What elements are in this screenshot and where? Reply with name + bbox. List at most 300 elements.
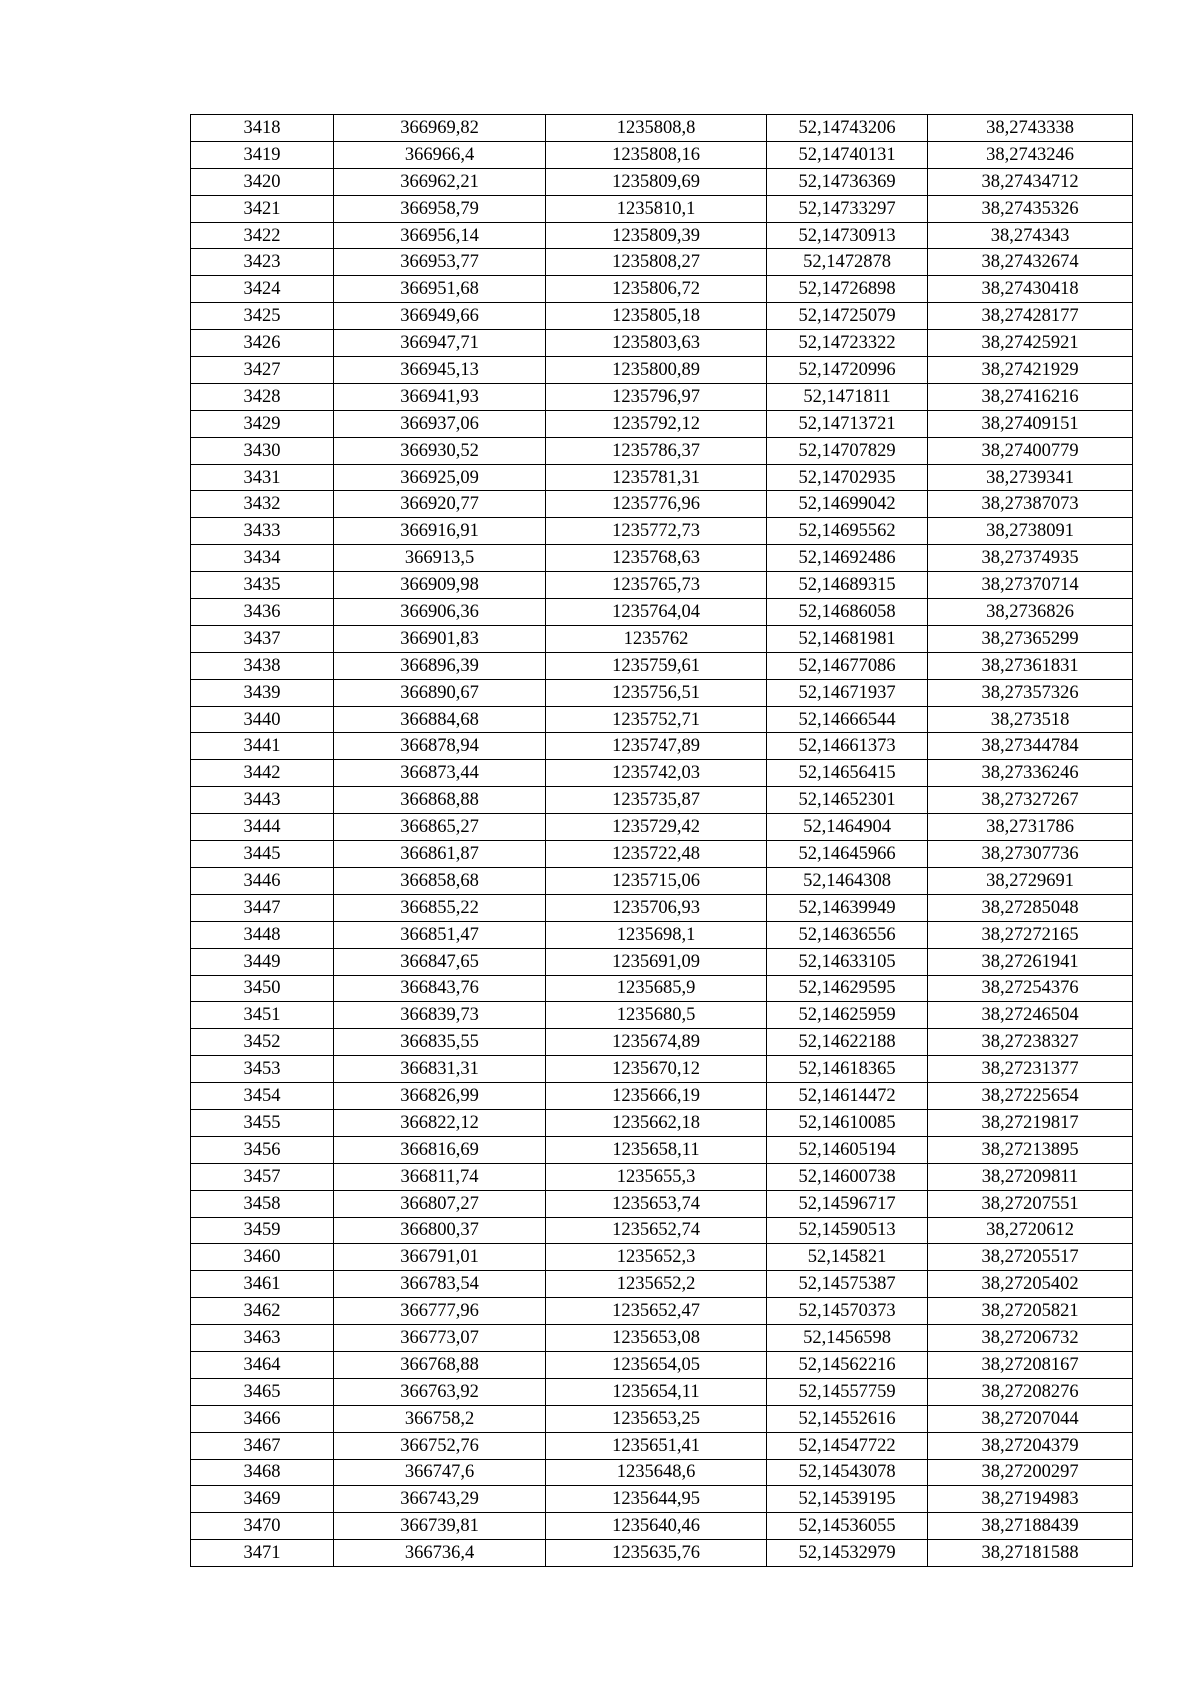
x-coordinate-cell: 366925,09 [334,464,546,491]
x-coordinate-cell: 366873,44 [334,760,546,787]
y-coordinate-cell: 1235652,47 [546,1298,767,1325]
y-coordinate-cell: 1235691,09 [546,948,767,975]
longitude-cell: 38,2729691 [928,867,1133,894]
longitude-cell: 38,27344784 [928,733,1133,760]
point-number-cell: 3460 [191,1244,334,1271]
y-coordinate-cell: 1235759,61 [546,652,767,679]
latitude-cell: 52,14725079 [767,303,928,330]
longitude-cell: 38,2743338 [928,115,1133,142]
longitude-cell: 38,27307736 [928,841,1133,868]
longitude-cell: 38,27409151 [928,410,1133,437]
y-coordinate-cell: 1235653,08 [546,1325,767,1352]
table-row [191,464,1133,491]
longitude-cell: 38,27361831 [928,652,1133,679]
y-coordinate-cell: 1235810,1 [546,195,767,222]
y-coordinate-cell: 1235658,11 [546,1136,767,1163]
x-coordinate-cell: 366768,88 [334,1351,546,1378]
longitude-cell: 38,2743246 [928,141,1133,168]
table-row [191,1459,1133,1486]
y-coordinate-cell: 1235792,12 [546,410,767,437]
point-number-cell: 3467 [191,1432,334,1459]
y-coordinate-cell: 1235765,73 [546,572,767,599]
point-number-cell: 3465 [191,1378,334,1405]
table-row [191,814,1133,841]
y-coordinate-cell: 1235654,11 [546,1378,767,1405]
y-coordinate-cell: 1235786,37 [546,437,767,464]
table-row [191,679,1133,706]
x-coordinate-cell: 366884,68 [334,706,546,733]
table-row [191,1029,1133,1056]
x-coordinate-cell: 366773,07 [334,1325,546,1352]
x-coordinate-cell: 366843,76 [334,975,546,1002]
y-coordinate-cell: 1235729,42 [546,814,767,841]
y-coordinate-cell: 1235735,87 [546,787,767,814]
x-coordinate-cell: 366736,4 [334,1540,546,1567]
table-row [191,383,1133,410]
table-row [191,760,1133,787]
x-coordinate-cell: 366969,82 [334,115,546,142]
x-coordinate-cell: 366851,47 [334,921,546,948]
y-coordinate-cell: 1235808,8 [546,115,767,142]
point-number-cell: 3454 [191,1083,334,1110]
table-row [191,518,1133,545]
latitude-cell: 52,14639949 [767,894,928,921]
latitude-cell: 52,14723322 [767,330,928,357]
latitude-cell: 52,14736369 [767,168,928,195]
point-number-cell: 3437 [191,625,334,652]
y-coordinate-cell: 1235809,69 [546,168,767,195]
table-row [191,706,1133,733]
latitude-cell: 52,14552616 [767,1405,928,1432]
table-row [191,1136,1133,1163]
x-coordinate-cell: 366847,65 [334,948,546,975]
table-row [191,599,1133,626]
x-coordinate-cell: 366930,52 [334,437,546,464]
latitude-cell: 52,14596717 [767,1190,928,1217]
point-number-cell: 3444 [191,814,334,841]
longitude-cell: 38,27336246 [928,760,1133,787]
longitude-cell: 38,27188439 [928,1513,1133,1540]
point-number-cell: 3428 [191,383,334,410]
longitude-cell: 38,2738091 [928,518,1133,545]
x-coordinate-cell: 366916,91 [334,518,546,545]
y-coordinate-cell: 1235800,89 [546,357,767,384]
point-number-cell: 3451 [191,1002,334,1029]
table-row [191,867,1133,894]
y-coordinate-cell: 1235706,93 [546,894,767,921]
table-row [191,1002,1133,1029]
y-coordinate-cell: 1235747,89 [546,733,767,760]
x-coordinate-cell: 366858,68 [334,867,546,894]
latitude-cell: 52,14692486 [767,545,928,572]
longitude-cell: 38,27272165 [928,921,1133,948]
table-row [191,168,1133,195]
y-coordinate-cell: 1235666,19 [546,1083,767,1110]
x-coordinate-cell: 366763,92 [334,1378,546,1405]
point-number-cell: 3431 [191,464,334,491]
x-coordinate-cell: 366945,13 [334,357,546,384]
point-number-cell: 3418 [191,115,334,142]
longitude-cell: 38,27225654 [928,1083,1133,1110]
latitude-cell: 52,14629595 [767,975,928,1002]
latitude-cell: 52,14575387 [767,1271,928,1298]
point-number-cell: 3433 [191,518,334,545]
x-coordinate-cell: 366861,87 [334,841,546,868]
latitude-cell: 52,14614472 [767,1083,928,1110]
y-coordinate-cell: 1235715,06 [546,867,767,894]
y-coordinate-cell: 1235768,63 [546,545,767,572]
y-coordinate-cell: 1235644,95 [546,1486,767,1513]
longitude-cell: 38,27370714 [928,572,1133,599]
y-coordinate-cell: 1235803,63 [546,330,767,357]
point-number-cell: 3423 [191,249,334,276]
y-coordinate-cell: 1235722,48 [546,841,767,868]
latitude-cell: 52,14652301 [767,787,928,814]
point-number-cell: 3419 [191,141,334,168]
latitude-cell: 52,14618365 [767,1056,928,1083]
table-row [191,1217,1133,1244]
point-number-cell: 3450 [191,975,334,1002]
x-coordinate-cell: 366807,27 [334,1190,546,1217]
latitude-cell: 52,14686058 [767,599,928,626]
x-coordinate-cell: 366800,37 [334,1217,546,1244]
latitude-cell: 52,14677086 [767,652,928,679]
table-row [191,1325,1133,1352]
longitude-cell: 38,27428177 [928,303,1133,330]
x-coordinate-cell: 366913,5 [334,545,546,572]
table-row [191,841,1133,868]
x-coordinate-cell: 366953,77 [334,249,546,276]
point-number-cell: 3430 [191,437,334,464]
longitude-cell: 38,27285048 [928,894,1133,921]
longitude-cell: 38,27207551 [928,1190,1133,1217]
point-number-cell: 3471 [191,1540,334,1567]
x-coordinate-cell: 366835,55 [334,1029,546,1056]
longitude-cell: 38,27357326 [928,679,1133,706]
point-number-cell: 3434 [191,545,334,572]
table-row [191,410,1133,437]
x-coordinate-cell: 366811,74 [334,1163,546,1190]
latitude-cell: 52,14713721 [767,410,928,437]
y-coordinate-cell: 1235652,3 [546,1244,767,1271]
x-coordinate-cell: 366839,73 [334,1002,546,1029]
y-coordinate-cell: 1235640,46 [546,1513,767,1540]
point-number-cell: 3468 [191,1459,334,1486]
table-row [191,330,1133,357]
latitude-cell: 52,145821 [767,1244,928,1271]
coordinates-table-body [191,115,1133,1567]
x-coordinate-cell: 366962,21 [334,168,546,195]
table-row [191,491,1133,518]
y-coordinate-cell: 1235756,51 [546,679,767,706]
y-coordinate-cell: 1235674,89 [546,1029,767,1056]
x-coordinate-cell: 366966,4 [334,141,546,168]
table-row [191,1486,1133,1513]
table-row [191,921,1133,948]
point-number-cell: 3436 [191,599,334,626]
point-number-cell: 3461 [191,1271,334,1298]
latitude-cell: 52,14656415 [767,760,928,787]
point-number-cell: 3426 [191,330,334,357]
table-row [191,1540,1133,1567]
longitude-cell: 38,27421929 [928,357,1133,384]
longitude-cell: 38,273518 [928,706,1133,733]
latitude-cell: 52,14605194 [767,1136,928,1163]
point-number-cell: 3439 [191,679,334,706]
point-number-cell: 3432 [191,491,334,518]
latitude-cell: 52,14539195 [767,1486,928,1513]
latitude-cell: 52,14610085 [767,1109,928,1136]
latitude-cell: 52,1464308 [767,867,928,894]
latitude-cell: 52,14707829 [767,437,928,464]
longitude-cell: 38,27209811 [928,1163,1133,1190]
x-coordinate-cell: 366956,14 [334,222,546,249]
point-number-cell: 3469 [191,1486,334,1513]
latitude-cell: 52,14557759 [767,1378,928,1405]
point-number-cell: 3452 [191,1029,334,1056]
longitude-cell: 38,27208276 [928,1378,1133,1405]
longitude-cell: 38,27219817 [928,1109,1133,1136]
x-coordinate-cell: 366822,12 [334,1109,546,1136]
table-row [191,1083,1133,1110]
y-coordinate-cell: 1235805,18 [546,303,767,330]
longitude-cell: 38,27374935 [928,545,1133,572]
latitude-cell: 52,14600738 [767,1163,928,1190]
x-coordinate-cell: 366949,66 [334,303,546,330]
longitude-cell: 38,27205402 [928,1271,1133,1298]
latitude-cell: 52,14695562 [767,518,928,545]
longitude-cell: 38,27425921 [928,330,1133,357]
longitude-cell: 38,27205517 [928,1244,1133,1271]
x-coordinate-cell: 366958,79 [334,195,546,222]
latitude-cell: 52,14622188 [767,1029,928,1056]
longitude-cell: 38,27416216 [928,383,1133,410]
x-coordinate-cell: 366831,31 [334,1056,546,1083]
table-row [191,276,1133,303]
x-coordinate-cell: 366890,67 [334,679,546,706]
longitude-cell: 38,27206732 [928,1325,1133,1352]
longitude-cell: 38,2736826 [928,599,1133,626]
point-number-cell: 3459 [191,1217,334,1244]
coordinates-table [190,114,1133,1567]
point-number-cell: 3425 [191,303,334,330]
table-row [191,303,1133,330]
longitude-cell: 38,27435326 [928,195,1133,222]
point-number-cell: 3445 [191,841,334,868]
point-number-cell: 3429 [191,410,334,437]
table-row [191,1298,1133,1325]
table-row [191,357,1133,384]
latitude-cell: 52,14547722 [767,1432,928,1459]
table-row [191,733,1133,760]
latitude-cell: 52,14590513 [767,1217,928,1244]
table-row [191,1271,1133,1298]
y-coordinate-cell: 1235764,04 [546,599,767,626]
x-coordinate-cell: 366896,39 [334,652,546,679]
point-number-cell: 3420 [191,168,334,195]
table-row [191,115,1133,142]
point-number-cell: 3466 [191,1405,334,1432]
latitude-cell: 52,14536055 [767,1513,928,1540]
latitude-cell: 52,14702935 [767,464,928,491]
longitude-cell: 38,27327267 [928,787,1133,814]
latitude-cell: 52,14562216 [767,1351,928,1378]
point-number-cell: 3464 [191,1351,334,1378]
x-coordinate-cell: 366920,77 [334,491,546,518]
longitude-cell: 38,27200297 [928,1459,1133,1486]
table-row [191,141,1133,168]
y-coordinate-cell: 1235762 [546,625,767,652]
x-coordinate-cell: 366901,83 [334,625,546,652]
table-row [191,1109,1133,1136]
latitude-cell: 52,14689315 [767,572,928,599]
x-coordinate-cell: 366791,01 [334,1244,546,1271]
latitude-cell: 52,1456598 [767,1325,928,1352]
x-coordinate-cell: 366783,54 [334,1271,546,1298]
longitude-cell: 38,27181588 [928,1540,1133,1567]
point-number-cell: 3447 [191,894,334,921]
longitude-cell: 38,27204379 [928,1432,1133,1459]
longitude-cell: 38,27432674 [928,249,1133,276]
table-row [191,249,1133,276]
x-coordinate-cell: 366826,99 [334,1083,546,1110]
longitude-cell: 38,27207044 [928,1405,1133,1432]
y-coordinate-cell: 1235635,76 [546,1540,767,1567]
latitude-cell: 52,14661373 [767,733,928,760]
table-row [191,572,1133,599]
longitude-cell: 38,27365299 [928,625,1133,652]
y-coordinate-cell: 1235652,2 [546,1271,767,1298]
y-coordinate-cell: 1235796,97 [546,383,767,410]
y-coordinate-cell: 1235781,31 [546,464,767,491]
y-coordinate-cell: 1235685,9 [546,975,767,1002]
latitude-cell: 52,14743206 [767,115,928,142]
y-coordinate-cell: 1235772,73 [546,518,767,545]
table-row [191,1378,1133,1405]
longitude-cell: 38,27194983 [928,1486,1133,1513]
table-row [191,1432,1133,1459]
longitude-cell: 38,27246504 [928,1002,1133,1029]
x-coordinate-cell: 366941,93 [334,383,546,410]
table-row [191,195,1133,222]
table-row [191,1163,1133,1190]
point-number-cell: 3453 [191,1056,334,1083]
point-number-cell: 3438 [191,652,334,679]
longitude-cell: 38,2731786 [928,814,1133,841]
y-coordinate-cell: 1235809,39 [546,222,767,249]
longitude-cell: 38,27205821 [928,1298,1133,1325]
x-coordinate-cell: 366816,69 [334,1136,546,1163]
latitude-cell: 52,14733297 [767,195,928,222]
x-coordinate-cell: 366906,36 [334,599,546,626]
longitude-cell: 38,27238327 [928,1029,1133,1056]
longitude-cell: 38,27434712 [928,168,1133,195]
longitude-cell: 38,27208167 [928,1351,1133,1378]
latitude-cell: 52,14543078 [767,1459,928,1486]
y-coordinate-cell: 1235651,41 [546,1432,767,1459]
point-number-cell: 3435 [191,572,334,599]
table-row [191,545,1133,572]
table-row [191,1244,1133,1271]
point-number-cell: 3443 [191,787,334,814]
latitude-cell: 52,14625959 [767,1002,928,1029]
x-coordinate-cell: 366937,06 [334,410,546,437]
y-coordinate-cell: 1235662,18 [546,1109,767,1136]
latitude-cell: 52,1471811 [767,383,928,410]
point-number-cell: 3470 [191,1513,334,1540]
x-coordinate-cell: 366747,6 [334,1459,546,1486]
y-coordinate-cell: 1235655,3 [546,1163,767,1190]
latitude-cell: 52,14730913 [767,222,928,249]
longitude-cell: 38,27430418 [928,276,1133,303]
point-number-cell: 3455 [191,1109,334,1136]
point-number-cell: 3421 [191,195,334,222]
longitude-cell: 38,2720612 [928,1217,1133,1244]
x-coordinate-cell: 366758,2 [334,1405,546,1432]
latitude-cell: 52,14671937 [767,679,928,706]
longitude-cell: 38,27261941 [928,948,1133,975]
point-number-cell: 3456 [191,1136,334,1163]
table-row [191,1513,1133,1540]
longitude-cell: 38,2739341 [928,464,1133,491]
latitude-cell: 52,14699042 [767,491,928,518]
x-coordinate-cell: 366752,76 [334,1432,546,1459]
y-coordinate-cell: 1235648,6 [546,1459,767,1486]
x-coordinate-cell: 366739,81 [334,1513,546,1540]
point-number-cell: 3422 [191,222,334,249]
y-coordinate-cell: 1235776,96 [546,491,767,518]
point-number-cell: 3446 [191,867,334,894]
x-coordinate-cell: 366878,94 [334,733,546,760]
latitude-cell: 52,14720996 [767,357,928,384]
y-coordinate-cell: 1235653,74 [546,1190,767,1217]
latitude-cell: 52,14636556 [767,921,928,948]
table-row [191,1351,1133,1378]
y-coordinate-cell: 1235653,25 [546,1405,767,1432]
point-number-cell: 3427 [191,357,334,384]
y-coordinate-cell: 1235670,12 [546,1056,767,1083]
table-row [191,1405,1133,1432]
table-row [191,948,1133,975]
latitude-cell: 52,1464904 [767,814,928,841]
latitude-cell: 52,14645966 [767,841,928,868]
latitude-cell: 52,1472878 [767,249,928,276]
point-number-cell: 3441 [191,733,334,760]
point-number-cell: 3458 [191,1190,334,1217]
y-coordinate-cell: 1235698,1 [546,921,767,948]
longitude-cell: 38,27400779 [928,437,1133,464]
x-coordinate-cell: 366855,22 [334,894,546,921]
y-coordinate-cell: 1235742,03 [546,760,767,787]
latitude-cell: 52,14633105 [767,948,928,975]
point-number-cell: 3442 [191,760,334,787]
y-coordinate-cell: 1235806,72 [546,276,767,303]
point-number-cell: 3449 [191,948,334,975]
y-coordinate-cell: 1235680,5 [546,1002,767,1029]
y-coordinate-cell: 1235654,05 [546,1351,767,1378]
longitude-cell: 38,27254376 [928,975,1133,1002]
longitude-cell: 38,274343 [928,222,1133,249]
x-coordinate-cell: 366951,68 [334,276,546,303]
longitude-cell: 38,27387073 [928,491,1133,518]
x-coordinate-cell: 366947,71 [334,330,546,357]
y-coordinate-cell: 1235808,27 [546,249,767,276]
y-coordinate-cell: 1235808,16 [546,141,767,168]
latitude-cell: 52,14532979 [767,1540,928,1567]
point-number-cell: 3463 [191,1325,334,1352]
point-number-cell: 3440 [191,706,334,733]
latitude-cell: 52,14681981 [767,625,928,652]
